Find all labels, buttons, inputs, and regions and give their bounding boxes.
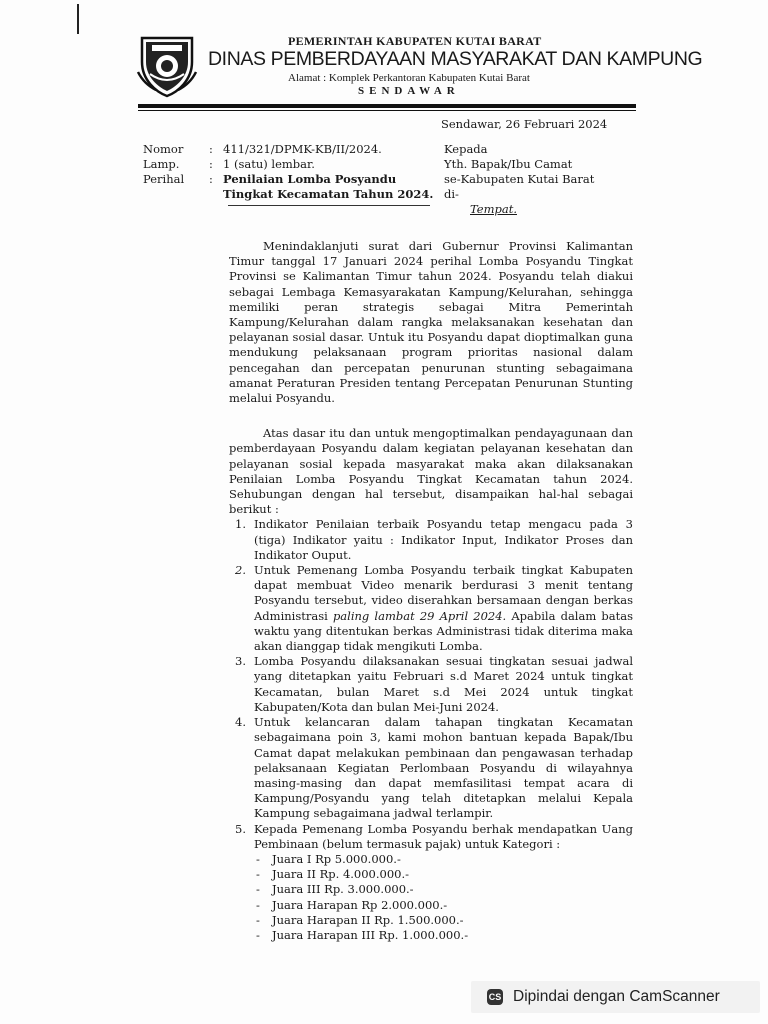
meta-row-lampiran [143, 157, 448, 172]
letterhead-agency: DINAS PEMBERDAYAAN MASYARAKAT DAN KAMPUNG [208, 48, 703, 70]
meta-value: 411/321/DPMK-KB/II/2024. [223, 142, 382, 156]
list-number: 5. [235, 821, 246, 836]
recipient-address [444, 142, 594, 217]
prize-item: - Juara Harapan Rp 2.000.000.- [254, 898, 633, 913]
kutai-barat-coat-of-arms-icon [136, 32, 198, 98]
meta-row-nomor [143, 142, 448, 157]
list-text: Untuk Pemenang Lomba Posyandu terbaik tingkat Kabupaten dapat membuat Video menarik berdurasi 3 menit tentang Posyandu tersebut, video diserahkan bersamaan dengan berkas Administrasi [254, 563, 633, 623]
list-item [229, 654, 633, 715]
meta-row-perihal [143, 172, 448, 202]
list-number: 3. [235, 654, 246, 669]
prize-item: - Juara I Rp 5.000.000.- [254, 852, 633, 867]
meta-value: 1 (satu) lembar. [223, 157, 315, 171]
list-item [229, 822, 633, 944]
recipient-line: Yth. Bapak/Ibu Camat [444, 157, 573, 171]
letterhead-divider-thin [138, 110, 636, 111]
list-text: Apabila dalam batas waktu yang ditentukan berkas Administrasi tidak diterima maka akan dianggap tidak mengikuti Lomba. [254, 608, 633, 654]
letterhead-address: Alamat : Komplek Perkantoran Kabupaten Kutai Barat [288, 72, 530, 84]
letterhead-government: PEMERINTAH KABUPATEN KUTAI BARAT [288, 34, 542, 48]
list-text: Untuk kelancaran dalam tahapan tingkatan Kecamatan sebagaimana poin 3, kami mohon bantuan kepada Bapak/Ibu Camat dapat melakukan pembinaan dan pengawasan terhadap pelaksanaan Kegiatan Perlombaan Posyandu di wilayahnya masing-masing dan dapat memfasilitasi tempat acara di Kampung/Posyandu yang telah ditetapkan melalui Kepala Kampung sebagaimana jadwal terlampir. [254, 715, 633, 821]
prize-list [254, 852, 633, 943]
list-text: Lomba Posyandu dilaksanakan sesuai tingkatan sesuai jadwal yang ditetapkan yaitu Februari s.d Maret 2024 untuk tingkat Kecamatan, bulan Maret s.d Mei 2024 untuk tingkat Kabupaten/Kota dan bulan Mei-Juni 2024. [254, 654, 633, 714]
prize-item: - Juara Harapan III Rp. 1.000.000.- [254, 928, 633, 943]
recipient-line: di- [444, 187, 459, 201]
perihal-underline [228, 205, 430, 206]
list-number: 1. [235, 517, 246, 532]
prize-item: - Juara Harapan II Rp. 1.500.000.- [254, 913, 633, 928]
list-text: Kepada Pemenang Lomba Posyandu berhak mendapatkan Uang Pembinaan (belum termasuk pajak) untuk Kategori : [254, 821, 633, 851]
list-number: 2. [235, 563, 246, 578]
body-paragraph: Menindaklanjuti surat dari Gubernur Provinsi Kalimantan Timur tanggal 17 Januari 2024 perihal Lomba Posyandu Tingkat Provinsi se Kalimantan Timur tahun 2024. Posyandu telah diakui sebagai Lembaga Kemasyarakatan Kampung/Kelurahan, sehingga memiliki peran strategis sebagai Mitra Pemerintah Kampung/Kelurahan dalam rangka melaksanakan kesehatan dan pelayanan sosial dasar. Untuk itu Posyandu dapat dioptimalkan guna mendukung pelaksanaan program prioritas nasional dalam pencegahan dan percepatan penurunan stunting sebagaimana amanat Peraturan Presiden tentang Percepatan Penurunan Stunting melalui Posyandu. [229, 239, 633, 406]
list-item [229, 715, 633, 821]
letter-date: Sendawar, 26 Februari 2024 [441, 117, 608, 131]
body-paragraph: Atas dasar itu dan untuk mengoptimalkan pendayagunaan dan pemberdayaan Posyandu dalam kegiatan pelayanan kesehatan dan pelayanan sosial kepada masyarakat maka akan dilaksanakan Penilaian Lomba Posyandu Tingkat Kecamatan tahun 2024. Sehubungan dengan hal tersebut, disampaikan hal-hal sebagai berikut : [229, 426, 633, 517]
meta-colon: : [209, 172, 213, 186]
recipient-line: Kepada [444, 142, 488, 156]
recipient-place: Tempat. [470, 202, 517, 216]
scan-artifact-line [77, 4, 79, 34]
list-item [229, 563, 633, 654]
meta-label: Nomor [143, 142, 184, 156]
list-text: Indikator Penilaian terbaik Posyandu tetap mengacu pada 3 (tiga) Indikator yaitu : Indikator Input, Indikator Proses dan Indikator Ouput. [254, 517, 633, 562]
letter-meta [143, 142, 448, 202]
letterhead-city: SENDAWAR [358, 85, 460, 97]
camscanner-text: Dipindai dengan CamScanner [513, 988, 720, 1005]
meta-colon: : [209, 157, 213, 171]
prize-item: - Juara II Rp. 4.000.000.- [254, 867, 633, 882]
camscanner-watermark [471, 981, 760, 1013]
camscanner-logo-icon: CS [487, 989, 503, 1005]
list-item [229, 517, 633, 563]
letterhead-divider-thick [138, 104, 636, 108]
meta-label: Perihal [143, 172, 185, 186]
letter-body [229, 239, 633, 943]
deadline-text: paling lambat 29 April 2024. [332, 608, 507, 623]
prize-item: - Juara III Rp. 3.000.000.- [254, 882, 633, 897]
list-number: 4. [235, 715, 246, 730]
meta-label: Lamp. [143, 157, 180, 171]
recipient-line: se-Kabupaten Kutai Barat [444, 172, 595, 186]
meta-value: Penilaian Lomba Posyandu Tingkat Kecamatan Tahun 2024. [223, 172, 434, 201]
meta-colon: : [209, 142, 213, 156]
points-list [229, 517, 633, 943]
